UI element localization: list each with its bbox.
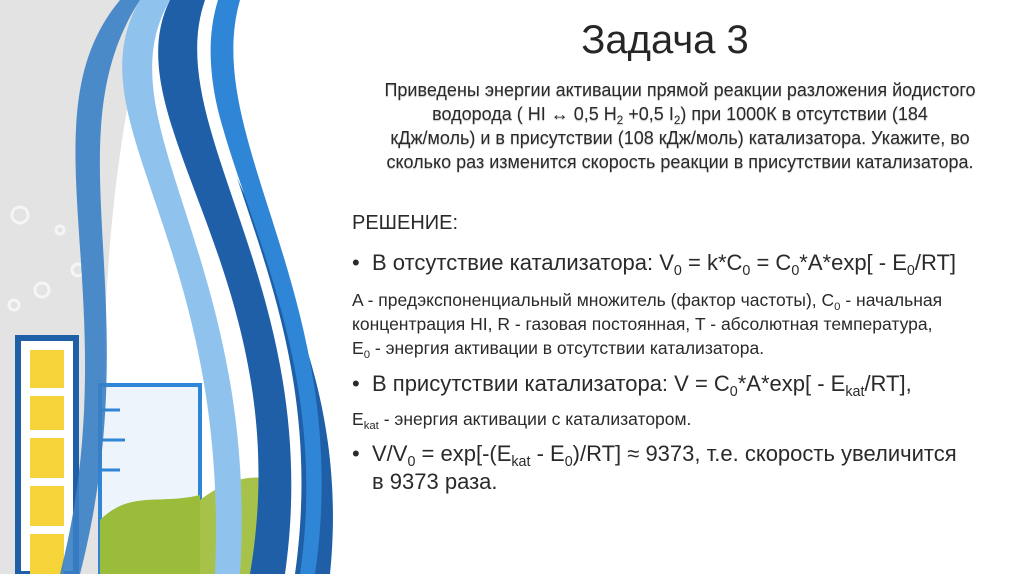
formula-part: *A*exp[ - E bbox=[799, 250, 907, 275]
note-text: - начальная bbox=[840, 290, 943, 310]
bullet-no-catalyst bbox=[352, 249, 956, 277]
bullet-icon: • bbox=[352, 371, 360, 396]
formula-part: = exp[-(E bbox=[415, 441, 512, 466]
beaker-icon bbox=[100, 385, 200, 574]
formula-part: = C bbox=[750, 250, 792, 275]
formula-part: В присутствии катализатора: V = C bbox=[372, 371, 730, 396]
subscript: kat bbox=[363, 419, 379, 432]
bullet-icon: • bbox=[352, 441, 360, 466]
formula-part: )/RT] ≈ 9373, т.е. скорость увеличится bbox=[572, 441, 957, 466]
subscript: kat bbox=[845, 384, 865, 400]
task-line-2-part-a: водорода ( HI ↔ 0,5 H bbox=[432, 104, 617, 124]
task-line-3: кДж/моль) и в присутствии (108 кДж/моль) катализатора. Укажите, во bbox=[390, 128, 970, 148]
note-text: - энергия активации в отсутствии катализатора. bbox=[370, 338, 765, 358]
subscript: 0 bbox=[742, 263, 751, 279]
formula-part: /RT], bbox=[864, 371, 912, 396]
subscript: kat bbox=[511, 454, 531, 470]
note-text: - энергия активации с катализатором. bbox=[378, 409, 692, 429]
task-line-2-part-b: +0,5 I bbox=[623, 104, 674, 124]
task-line-2-part-c: ) при 1000К в отсутствии (184 bbox=[680, 104, 928, 124]
note-catalyst-energy bbox=[352, 407, 691, 431]
note-text: E bbox=[352, 409, 364, 429]
task-line-1: Приведены энергии активации прямой реакции разложения йодистого bbox=[384, 80, 976, 100]
page-title: Задача 3 bbox=[581, 18, 749, 62]
formula-part: - E bbox=[530, 441, 565, 466]
subscript: 2 bbox=[616, 114, 624, 128]
task-line-4: сколько раз изменится скорость реакции в присутствии катализатора. bbox=[386, 152, 974, 172]
test-tube-icon bbox=[18, 338, 76, 574]
subscript: 0 bbox=[791, 263, 800, 279]
subscript: 0 bbox=[673, 263, 682, 279]
subscript: 0 bbox=[906, 263, 915, 279]
formula-part: В отсутствие катализатора: V bbox=[372, 250, 674, 275]
note-line-3 bbox=[352, 336, 942, 360]
task-text bbox=[345, 78, 1015, 174]
solution-heading: РЕШЕНИЕ: bbox=[352, 212, 459, 234]
note-text: A - предэкспоненциальный множитель (фактор частоты), C bbox=[352, 290, 835, 310]
note-line-1 bbox=[352, 288, 942, 312]
ratio-line-1 bbox=[352, 440, 957, 468]
subscript: 0 bbox=[363, 348, 371, 361]
formula-part: V/V bbox=[372, 441, 408, 466]
bullet-icon: • bbox=[352, 250, 360, 275]
bullet-with-catalyst bbox=[352, 370, 912, 398]
subscript: 0 bbox=[564, 454, 573, 470]
subscript: 0 bbox=[729, 384, 738, 400]
note-text: E bbox=[352, 338, 364, 358]
formula-part: = k*C bbox=[681, 250, 743, 275]
note-line-2: концентрация HI, R - газовая постоянная, T - абсолютная температура, bbox=[352, 314, 933, 334]
task-line-2 bbox=[345, 102, 1015, 126]
bullet-ratio bbox=[352, 440, 957, 496]
formula-part: /RT] bbox=[914, 250, 956, 275]
subscript: 2 bbox=[673, 114, 681, 128]
subscript: 0 bbox=[834, 300, 841, 313]
formula-part: *A*exp[ - E bbox=[737, 371, 846, 396]
ratio-line-2: в 9373 раза. bbox=[372, 469, 498, 494]
subscript: 0 bbox=[407, 454, 416, 470]
note-parameters bbox=[352, 288, 942, 360]
